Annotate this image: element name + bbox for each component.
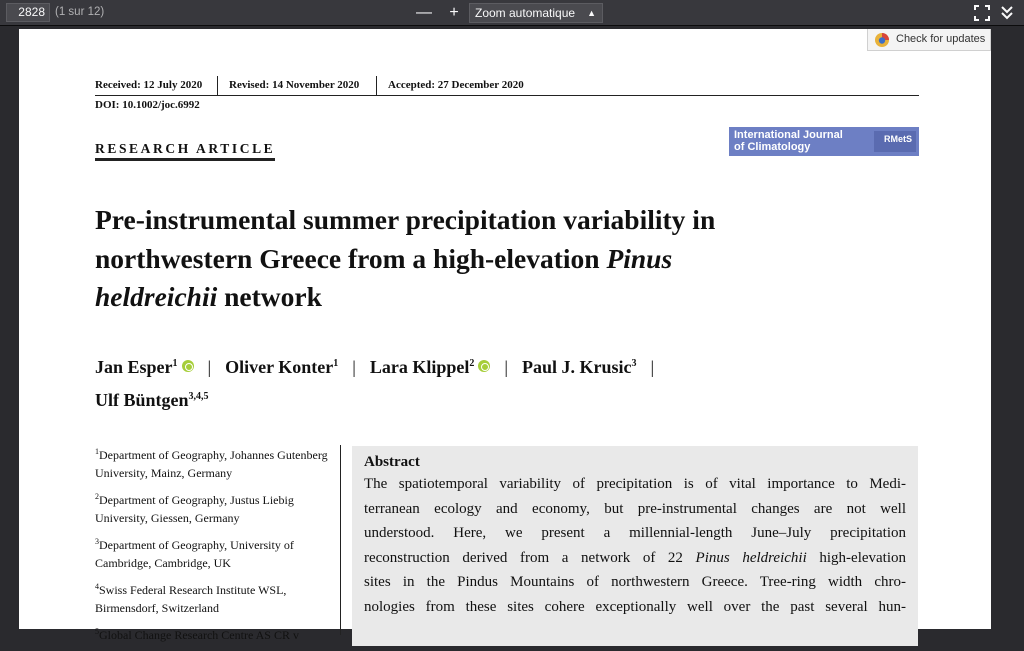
title-line3: network (217, 281, 322, 312)
date-divider (217, 76, 218, 96)
affiliation-text: Department of Geography, Justus Liebig University, Giessen, Germany (95, 493, 294, 525)
affiliations (95, 443, 330, 651)
author-list (95, 349, 875, 415)
article-type: RESEARCH ARTICLE (95, 141, 275, 161)
author-name[interactable]: Lara Klippel (369, 357, 470, 377)
affiliation-text: Global Change Research Centre AS CR v (99, 628, 299, 642)
author-separator: | (352, 357, 356, 377)
affiliation (95, 443, 330, 482)
affiliation (95, 578, 330, 617)
received-date: Received: 12 July 2020 (95, 79, 203, 91)
author-name[interactable]: Paul J. Krusic (522, 357, 632, 377)
page-count-label: (1 sur 12) (55, 6, 105, 18)
abstract-line: understood. Here, we present a millennial-length June–July precipitation (364, 525, 906, 541)
abstract-fragment: reconstruction derived from a network of 22 (364, 549, 696, 566)
page-number-input[interactable]: 2828 (6, 3, 50, 22)
updown-arrow-icon: ▲ (587, 8, 596, 18)
zoom-select[interactable] (469, 3, 603, 23)
affiliation (95, 623, 330, 645)
abstract-line: sites in the Pindus Mountains of northwestern Greece. Tree-ring width chro- (364, 574, 906, 590)
affiliation-text: Swiss Federal Research Institute WSL, Birmensdorf, Switzerland (95, 583, 287, 615)
orcid-icon[interactable] (182, 360, 194, 372)
journal-name-line1: International Journal (734, 129, 843, 141)
title-line2: northwestern Greece from a high-elevation (95, 242, 607, 274)
author-sup: 3 (631, 358, 637, 369)
affiliation (95, 488, 330, 527)
author-sup: 2 (469, 358, 475, 369)
journal-name-line2: of Climatology (734, 141, 811, 153)
author-separator: | (207, 357, 212, 377)
affiliation-sup: 1 (95, 447, 99, 456)
title-italic: heldreichii (95, 281, 218, 312)
abstract-species: Pinus heldreichii (695, 549, 807, 566)
abstract-line (364, 546, 906, 571)
title-line1: Pre-instrumental summer precipitation variability in (95, 204, 716, 235)
affiliation-sup: 3 (95, 537, 99, 546)
abstract-box (352, 446, 918, 646)
author-separator: | (504, 357, 508, 377)
check-updates-button[interactable] (867, 29, 991, 51)
doi: DOI: 10.1002/joc.6992 (95, 99, 200, 111)
author-name[interactable]: Jan Esper (95, 357, 173, 377)
orcid-icon[interactable] (478, 360, 490, 372)
zoom-out-button[interactable]: — (416, 4, 432, 21)
affiliation (95, 533, 330, 572)
double-chevron-icon[interactable] (998, 4, 1016, 22)
accepted-date: Accepted: 27 December 2020 (388, 79, 524, 91)
author-sup: 3,4,5 (188, 391, 209, 402)
viewer-toolbar (0, 0, 1024, 26)
title-italic: Pinus (606, 242, 673, 274)
zoom-select-value: Zoom automatique (475, 6, 576, 20)
column-divider (340, 445, 341, 635)
fullscreen-icon[interactable] (973, 4, 991, 22)
check-updates-label: Check for updates (896, 33, 986, 45)
abstract-fragment: high-elevation (806, 549, 907, 566)
author-separator: | (650, 357, 655, 377)
affiliation-sup: 5 (95, 627, 99, 636)
author-sup: 1 (333, 358, 339, 369)
zoom-in-button[interactable]: + (449, 4, 459, 21)
author-name[interactable]: Ulf Büntgen (95, 390, 189, 410)
author-sup: 1 (172, 358, 178, 369)
affiliation-sup: 4 (95, 582, 99, 591)
journal-badge (729, 127, 919, 156)
check-updates-icon (874, 32, 890, 48)
affiliation-text: Department of Geography, Johannes Gutenberg University, Mainz, Germany (95, 448, 328, 480)
journal-name (734, 129, 864, 153)
abstract-text (364, 472, 906, 619)
date-divider (376, 76, 377, 96)
rmets-logo: RMetS (874, 131, 916, 152)
affiliation-text: Department of Geography, University of Cambridge, Cambridge, UK (95, 538, 294, 570)
abstract-line: nologies from these sites cohere exceptionally well over the past several hun- (364, 598, 906, 615)
abstract-line: terranean ecology and economy, but pre-instrumental changes are not well (364, 500, 906, 517)
abstract-line: The spatiotemporal variability of precipitation is of vital importance to Medi- (364, 476, 906, 492)
article-dates (95, 76, 919, 96)
affiliation-sup: 2 (95, 492, 99, 501)
abstract-heading: Abstract (364, 454, 420, 470)
author-name[interactable]: Oliver Konter (225, 357, 334, 377)
article-title (95, 201, 895, 317)
pdf-page (19, 29, 991, 642)
revised-date: Revised: 14 November 2020 (229, 79, 360, 91)
